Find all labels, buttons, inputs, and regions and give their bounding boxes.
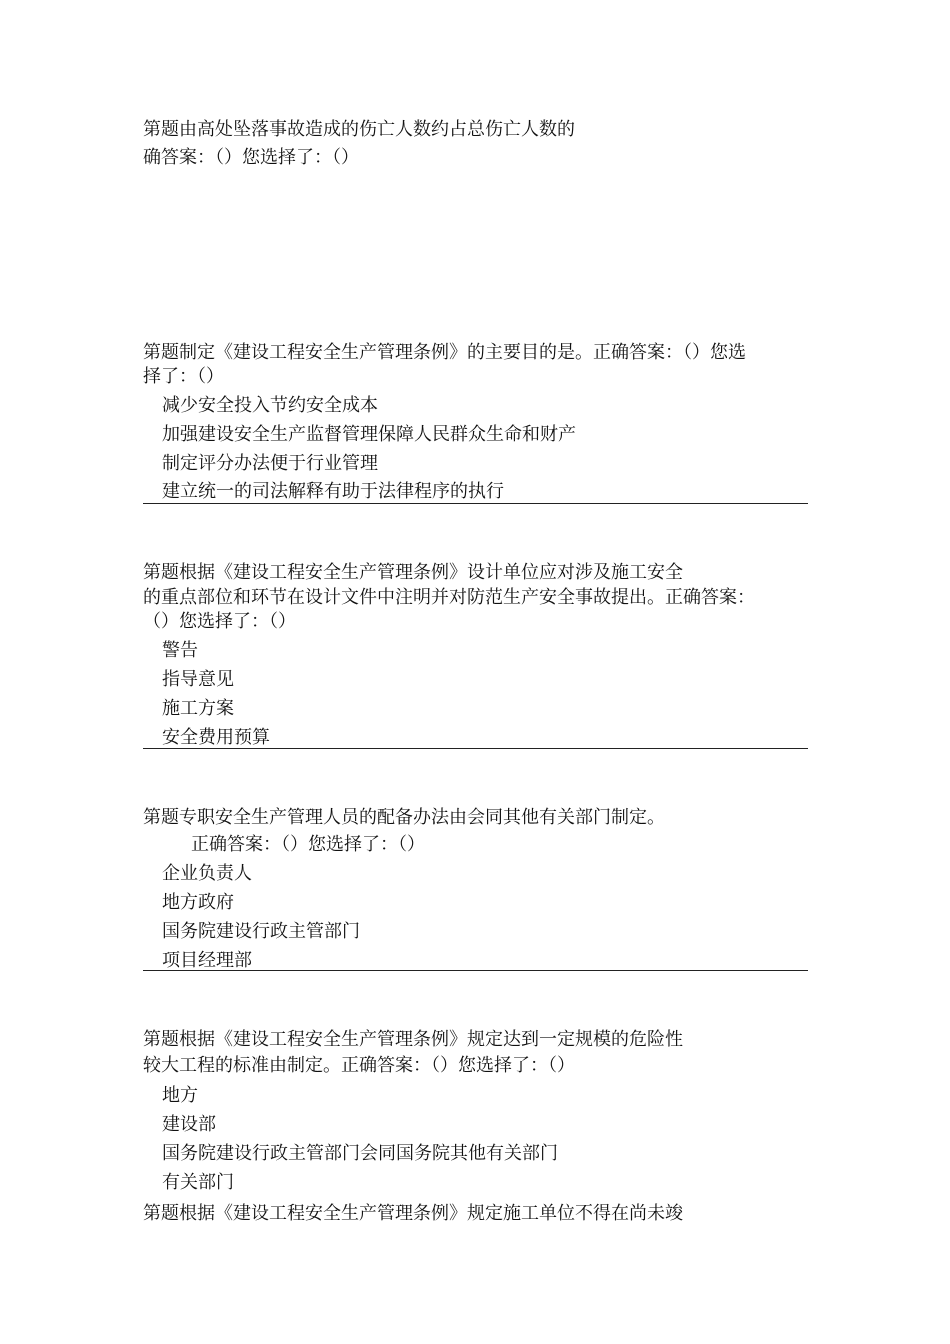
- question-3-divider: [143, 748, 808, 749]
- question-4-option-2: 地方政府: [162, 892, 234, 913]
- question-5-text-line-1: 第题根据《建设工程安全生产管理条例》规定达到一定规模的危险性: [143, 1029, 683, 1050]
- question-2-option-1: 减少安全投入节约安全成本: [162, 395, 378, 416]
- question-5-text-line-2: 较大工程的标准由制定。正确答案：（）您选择了：（）: [143, 1055, 575, 1076]
- question-5-option-4: 有关部门: [162, 1172, 234, 1193]
- question-4-option-3: 国务院建设行政主管部门: [162, 921, 360, 942]
- question-3-option-4: 安全费用预算: [162, 727, 270, 748]
- question-2-option-2: 加强建设安全生产监督管理保障人民群众生命和财产: [162, 424, 576, 445]
- question-6-text-line-1: 第题根据《建设工程安全生产管理条例》规定施工单位不得在尚未竣: [143, 1203, 683, 1224]
- question-5-option-2: 建设部: [162, 1114, 216, 1135]
- question-4-text-line-1: 第题专职安全生产管理人员的配备办法由会同其他有关部门制定。: [143, 807, 665, 828]
- question-3-text-line-2: 的重点部位和环节在设计文件中注明并对防范生产安全事故提出。正确答案：: [143, 587, 755, 608]
- question-4-option-1: 企业负责人: [162, 863, 252, 884]
- question-5-option-3: 国务院建设行政主管部门会同国务院其他有关部门: [162, 1143, 558, 1164]
- question-3-option-3: 施工方案: [162, 698, 234, 719]
- question-4-divider: [143, 970, 808, 971]
- question-2-option-3: 制定评分办法便于行业管理: [162, 453, 378, 474]
- question-3-option-1: 警告: [162, 640, 198, 661]
- question-2-text-line-2: 择了：（）: [143, 366, 224, 387]
- question-1-text-line-2: 确答案：（）您选择了：（）: [143, 147, 359, 168]
- question-3-text-line-3: （）您选择了：（）: [143, 611, 296, 632]
- question-3-option-2: 指导意见: [162, 669, 234, 690]
- question-2-text-line-1: 第题制定《建设工程安全生产管理条例》的主要目的是。正确答案：（）您选: [143, 342, 746, 363]
- question-1-text-line-1: 第题由高处坠落事故造成的伤亡人数约占总伤亡人数的: [143, 119, 575, 140]
- question-2-divider: [143, 503, 808, 504]
- question-2-option-4: 建立统一的司法解释有助于法律程序的执行: [162, 481, 504, 502]
- question-5-option-1: 地方: [162, 1085, 198, 1106]
- question-3-text-line-1: 第题根据《建设工程安全生产管理条例》设计单位应对涉及施工安全: [143, 562, 683, 583]
- question-4-text-line-2: 正确答案：（）您选择了：（）: [191, 834, 425, 855]
- question-4-option-4: 项目经理部: [162, 950, 252, 971]
